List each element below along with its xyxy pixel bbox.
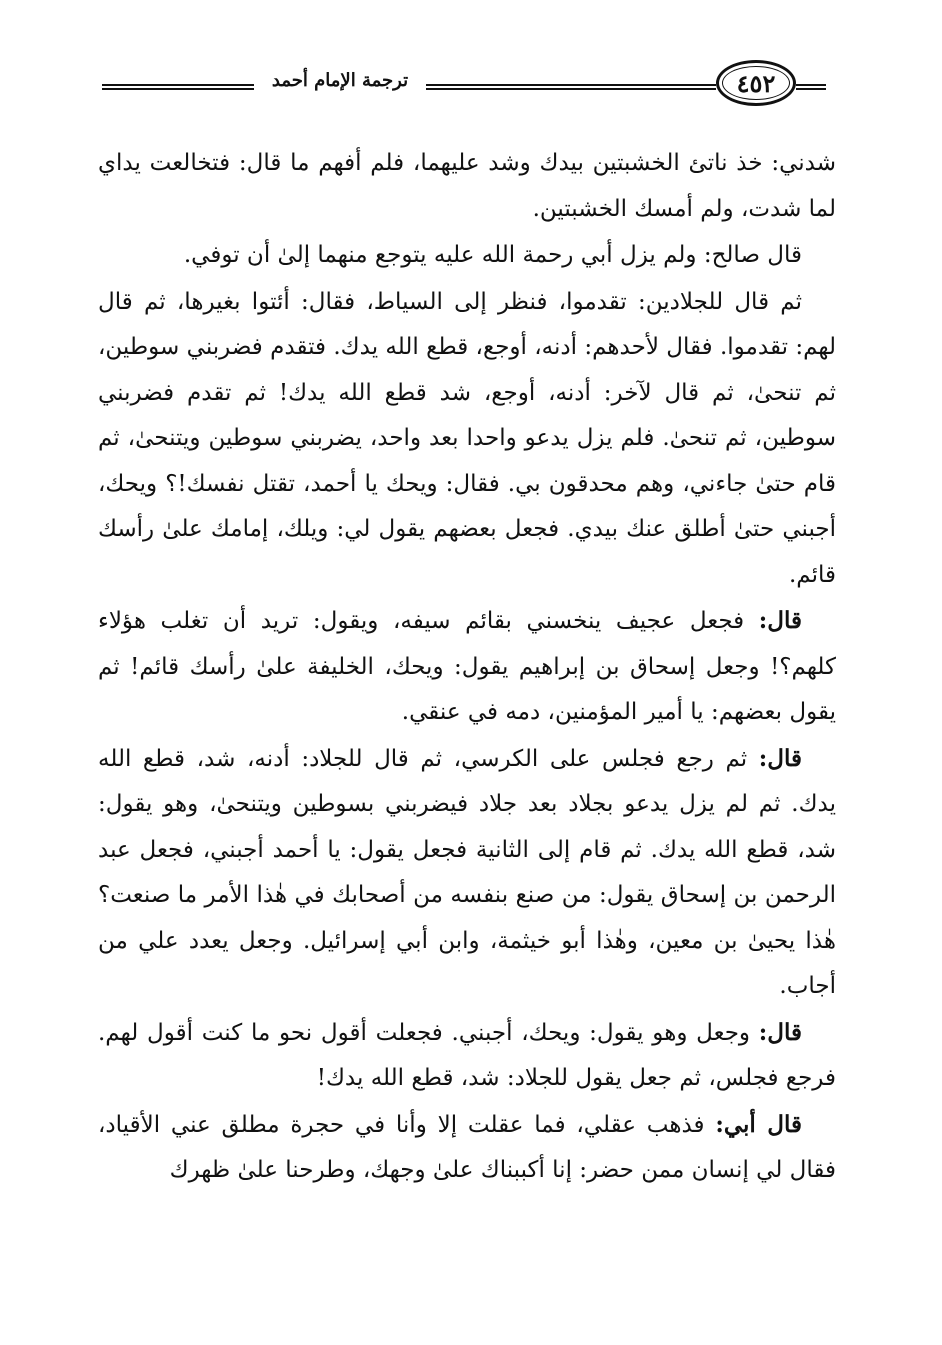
paragraph xyxy=(98,232,836,279)
header-rule-middle xyxy=(426,84,716,90)
paragraph-lead: قال: xyxy=(758,1018,802,1046)
body-text xyxy=(98,140,836,1194)
paragraph-lead: قال: xyxy=(758,744,802,772)
header-rule-left xyxy=(102,84,254,90)
paragraph xyxy=(98,736,836,1010)
paragraph xyxy=(98,140,836,232)
paragraph xyxy=(98,1102,836,1194)
paragraph-text: قال صالح: ولم يزل أبي رحمة الله عليه يتوجع منهما إلىٰ أن توفي. xyxy=(183,242,802,268)
paragraph-text: وجعل وهو يقول: ويحك، أجبني. فجعلت أقول نحو ما كنت أقول لهم. فرجع فجلس، ثم جعل يقول للجلاد: شد، قطع الله يدك! xyxy=(98,1019,836,1091)
page-number: ٤٥٢ xyxy=(736,68,776,98)
paragraph xyxy=(98,598,836,736)
paragraph-text: ثم رجع فجلس على الكرسي، ثم قال للجلاد: أدنه، شد، قطع الله يدك. ثم لم يزل يدعو بجلاد بعد جلاد فيضربني بسوطين ويتنحىٰ، وهو يقول: شد، قطع الله يدك. ثم قام إلى الثانية فجعل يقول: يا أحمد أجبني، فجعل عبد الرحمن بن إسحاق يقول: من صنع بنفسه من أصحابك في هٰذا الأمر ما صنعت؟ هٰذا يحيىٰ بن معين، وهٰذا أبو خيثمة، وابن أبي إسرائيل. وجعل يعدد علي من أجاب. xyxy=(98,745,836,999)
paragraph-text: شدني: خذ ناتئ الخشبتين بيدك وشد عليهما، فلم أفهم ما قال: فتخالعت يداي لما شدت، ولم أمسك الخشبتين. xyxy=(98,150,836,222)
header-rule-right xyxy=(796,84,826,90)
paragraph-lead: قال: xyxy=(758,607,802,634)
running-title: ترجمة الإمام أحمد xyxy=(271,70,409,91)
paragraph-lead: قال أبي: xyxy=(715,1110,802,1138)
paragraph-text: فذهب عقلي، فما عقلت إلا وأنا في حجرة مطلق عني الأقياد، فقال لي إنسان ممن حضر: إنا أكببناك علىٰ وجهك، وطرحنا علىٰ ظهرك xyxy=(98,1111,836,1183)
paragraph xyxy=(98,1010,836,1102)
page-number-badge xyxy=(716,60,796,106)
paragraph-text: فجعل عجيف ينخسني بقائم سيفه، ويقول: تريد أن تغلب هؤلاء كلهم؟! وجعل إسحاق بن إبراهيم يقول: ويحك، الخليفة علىٰ رأسك قائم! ثم يقول بعضهم: يا أمير المؤمنين، دمه في عنقي. xyxy=(98,608,836,725)
paragraph-text: ثم قال للجلادين: تقدموا، فنظر إلى السياط، فقال: أئتوا بغيرها، ثم قال لهم: تقدموا. فقال لأحدهم: أدنه، أوجع، قطع الله يدك. فتقدم فضربني سوطين، ثم تنحىٰ، ثم قال لآخر: أدنه، أوجع، شد قطع الله يدك! ثم تقدم فضربني سوطين، ثم تنحىٰ. فلم يزل يدعو واحدا بعد واحد، يضربني سوطين ويتنحىٰ، ثم قام حتىٰ جاءني، وهم محدقون بي. فقال: ويحك يا أحمد، تقتل نفسك!؟ ويحك، أجبني حتىٰ أطلق عنك بيدي. فجعل بعضهم يقول لي: ويلك، إمامك علىٰ رأسك قائم. xyxy=(98,288,837,588)
paragraph xyxy=(98,279,836,599)
page-header xyxy=(96,58,826,114)
